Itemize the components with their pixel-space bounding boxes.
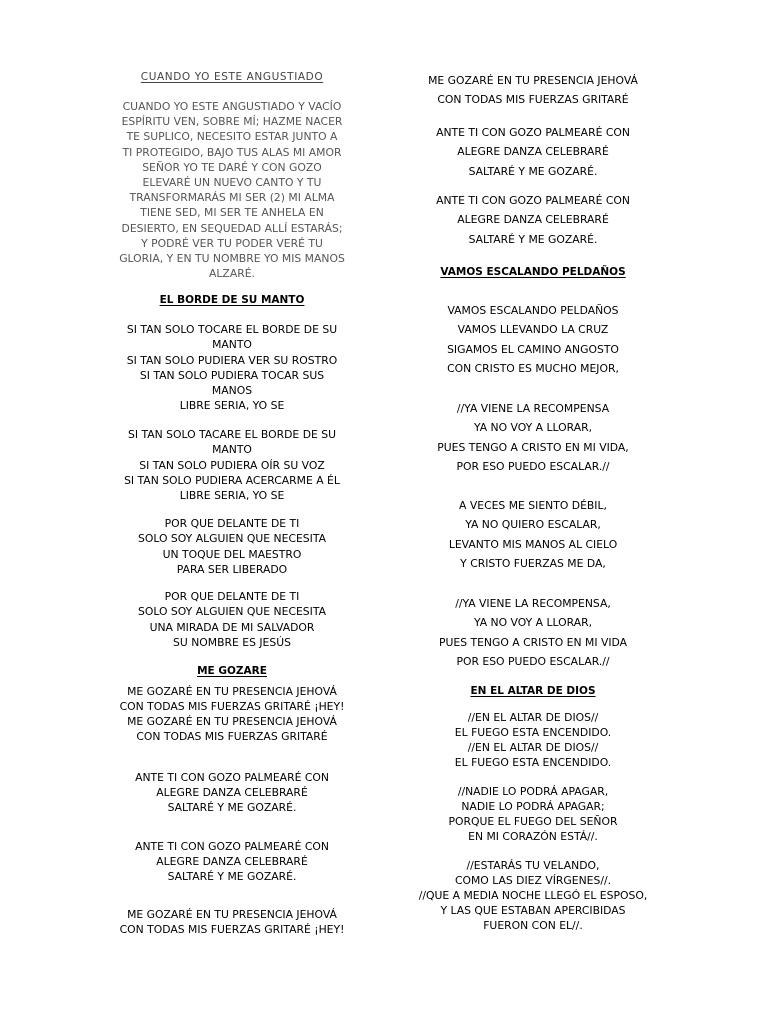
stanza bbox=[72, 516, 392, 577]
stanza bbox=[373, 785, 693, 845]
lyric-line: CON CRISTO ES MUCHO MEJOR, bbox=[447, 362, 619, 376]
lyric-line: //YA VIENE LA RECOMPENSA, bbox=[455, 597, 611, 610]
song-title-me-gozare: ME GOZARE bbox=[197, 665, 267, 677]
lyric-line: TRANSFORMARÁS MI SER (2) MI ALMA bbox=[129, 191, 335, 205]
lyric-line: SI TAN SOLO PUDIERA VER SU ROSTRO bbox=[126, 353, 338, 367]
stanza bbox=[72, 322, 392, 414]
stanza bbox=[373, 399, 693, 477]
lyric-line: //EN EL ALTAR DE DIOS// bbox=[467, 740, 599, 754]
lyric-line: SALTARÉ Y ME GOZARÉ. bbox=[167, 800, 297, 814]
lyric-line: ALZARÉ. bbox=[209, 267, 255, 281]
lyric-line: ALEGRE DANZA CELEBRARÉ bbox=[457, 213, 609, 227]
lyric-line: MANTO bbox=[212, 443, 252, 457]
lyric-line: CON TODAS MIS FUERZAS GRITARÉ bbox=[136, 729, 328, 743]
lyric-line: ANTE TI CON GOZO PALMEARÉ CON bbox=[436, 194, 630, 207]
lyric-line: DESIERTO, EN SEQUEDAD ALLÍ ESTARÁS; bbox=[121, 221, 343, 235]
lyric-line: ALEGRE DANZA CELEBRARÉ bbox=[457, 145, 609, 159]
lyric-line: SI TAN SOLO PUDIERA TOCAR SUS bbox=[139, 368, 325, 382]
lyric-line: NADIE LO PODRÁ APAGAR; bbox=[461, 799, 605, 813]
lyric-line: SU NOMBRE ES JESÚS bbox=[173, 635, 291, 649]
lyric-line: YA NO VOY A LLORAR, bbox=[473, 421, 593, 435]
lyric-line: ESPÍRITU VEN, SOBRE MÍ; HAZME NACER bbox=[121, 115, 343, 129]
lyric-line: CON TODAS MIS FUERZAS GRITARÉ bbox=[437, 93, 629, 107]
lyric-line: ME GOZARÉ EN TU PRESENCIA JEHOVÁ bbox=[127, 714, 337, 728]
lyric-line: SI TAN SOLO TACARE EL BORDE DE SU bbox=[127, 428, 337, 441]
stanza bbox=[72, 99, 392, 281]
lyric-line: Y PODRÉ VER TU PODER VERÉ TU bbox=[141, 236, 323, 250]
lyric-line: UN TOQUE DEL MAESTRO bbox=[162, 547, 302, 561]
lyric-line: EL FUEGO ESTA ENCENDIDO. bbox=[454, 755, 612, 769]
lyric-line: PUES TENGO A CRISTO EN MI VIDA, bbox=[437, 440, 629, 454]
lyric-line: Y CRISTO FUERZAS ME DA, bbox=[460, 557, 606, 571]
lyric-line: //EN EL ALTAR DE DIOS// bbox=[467, 711, 599, 724]
lyric-line: UNA MIRADA DE MI SALVADOR bbox=[149, 620, 315, 634]
lyric-line: TIENE SED, MI SER TE ANHELA EN bbox=[140, 206, 324, 220]
stanza bbox=[373, 711, 693, 771]
lyric-line: SI TAN SOLO TOCARE EL BORDE DE SU bbox=[126, 323, 338, 336]
lyric-line: Y LAS QUE ESTABAN APERCIBIDAS bbox=[440, 903, 626, 917]
lyric-line: TE SUPLICO, NECESITO ESTAR JUNTO A bbox=[126, 130, 338, 144]
lyric-line: FUERON CON EL//. bbox=[483, 918, 583, 932]
song-title-el-borde-de-su-manto: EL BORDE DE SU MANTO bbox=[159, 294, 305, 306]
stanza bbox=[373, 71, 693, 110]
lyric-line: ANTE TI CON GOZO PALMEARÉ CON bbox=[135, 840, 329, 853]
lyric-line: LIBRE SERIA, YO SE bbox=[179, 399, 285, 413]
stanza bbox=[373, 594, 693, 672]
lyric-line: VAMOS LLEVANDO LA CRUZ bbox=[457, 323, 609, 337]
lyric-line: ALEGRE DANZA CELEBRARÉ bbox=[156, 854, 308, 868]
lyric-line: CON TODAS MIS FUERZAS GRITARÉ ¡HEY! bbox=[119, 922, 345, 936]
stanza bbox=[72, 771, 392, 816]
lyric-line: //YA VIENE LA RECOMPENSA bbox=[456, 402, 610, 415]
lyric-line: ALEGRE DANZA CELEBRARÉ bbox=[156, 785, 308, 799]
lyric-line: SALTARÉ Y ME GOZARÉ. bbox=[468, 232, 598, 246]
stanza bbox=[373, 496, 693, 574]
lyric-line: ME GOZARÉ EN TU PRESENCIA JEHOVÁ bbox=[428, 74, 638, 87]
lyric-line: PORQUE EL FUEGO DEL SEÑOR bbox=[448, 814, 618, 828]
stanza bbox=[72, 840, 392, 885]
stanza bbox=[72, 908, 392, 938]
lyric-line: MANTO bbox=[212, 338, 252, 352]
stanza bbox=[373, 123, 693, 181]
lyric-line: //NADIE LO PODRÁ APAGAR, bbox=[457, 785, 609, 798]
lyric-line: YA NO QUIERO ESCALAR, bbox=[465, 518, 601, 532]
stanza bbox=[72, 685, 392, 745]
lyric-line: ANTE TI CON GOZO PALMEARÉ CON bbox=[135, 771, 329, 784]
lyric-line: ELEVARÉ UN NUEVO CANTO Y TU bbox=[142, 176, 322, 190]
lyric-line: SEÑOR YO TE DARÉ Y CON GOZO bbox=[142, 160, 322, 174]
lyric-line: VAMOS ESCALANDO PELDAÑOS bbox=[447, 304, 619, 317]
lyric-line: LIBRE SERIA, YO SE bbox=[179, 489, 285, 503]
lyric-line: SI TAN SOLO PUDIERA OÍR SU VOZ bbox=[139, 458, 325, 472]
stanza bbox=[72, 589, 392, 650]
lyric-line: GLORIA, Y EN TU NOMBRE YO MIS MANOS bbox=[119, 252, 345, 266]
lyric-line: YA NO VOY A LLORAR, bbox=[473, 616, 593, 630]
lyric-line: ME GOZARÉ EN TU PRESENCIA JEHOVÁ bbox=[127, 685, 337, 698]
lyric-line: ME GOZARÉ EN TU PRESENCIA JEHOVÁ bbox=[127, 908, 337, 921]
lyric-line: POR QUE DELANTE DE TI bbox=[164, 517, 300, 530]
lyric-line: POR ESO PUEDO ESCALAR.// bbox=[456, 655, 610, 669]
lyric-line: SOLO SOY ALGUIEN QUE NECESITA bbox=[138, 532, 326, 546]
lyric-line: COMO LAS DIEZ VÍRGENES//. bbox=[454, 873, 612, 887]
lyric-line: POR QUE DELANTE DE TI bbox=[164, 590, 300, 603]
lyric-line: PUES TENGO A CRISTO EN MI VIDA bbox=[438, 635, 628, 649]
song-title-vamos-escalando-peldanos: VAMOS ESCALANDO PELDAÑOS bbox=[440, 266, 626, 278]
lyric-line: ANTE TI CON GOZO PALMEARÉ CON bbox=[436, 126, 630, 139]
lyric-line: PARA SER LIBERADO bbox=[176, 562, 288, 576]
lyric-line: CUANDO YO ESTE ANGUSTIADO Y VACÍO bbox=[122, 100, 342, 113]
song-title-en-el-altar-de-dios: EN EL ALTAR DE DIOS bbox=[470, 685, 596, 697]
stanza bbox=[373, 859, 693, 934]
lyric-line: SOLO SOY ALGUIEN QUE NECESITA bbox=[138, 605, 326, 619]
lyric-line: SALTARÉ Y ME GOZARÉ. bbox=[468, 164, 598, 178]
lyric-line: SI TAN SOLO PUDIERA ACERCARME A ÉL bbox=[124, 473, 340, 487]
lyric-line: LEVANTO MIS MANOS AL CIELO bbox=[448, 537, 618, 551]
lyric-line: A VECES ME SIENTO DÉBIL, bbox=[459, 499, 607, 512]
stanza bbox=[373, 301, 693, 379]
lyric-line: CON TODAS MIS FUERZAS GRITARÉ ¡HEY! bbox=[119, 699, 345, 713]
lyric-line: POR ESO PUEDO ESCALAR.// bbox=[456, 460, 610, 474]
stanza bbox=[373, 191, 693, 249]
lyric-line: SALTARÉ Y ME GOZARÉ. bbox=[167, 869, 297, 883]
lyric-line: MANOS bbox=[211, 384, 253, 398]
song-title-cuando-yo-este-angustiado: CUANDO YO ESTE ANGUSTIADO bbox=[140, 71, 324, 83]
lyric-line: EL FUEGO ESTA ENCENDIDO. bbox=[454, 725, 612, 739]
lyric-line: //ESTARÁS TU VELANDO, bbox=[466, 859, 600, 872]
lyric-line: //QUE A MEDIA NOCHE LLEGÓ EL ESPOSO, bbox=[418, 888, 648, 902]
lyric-line: SIGAMOS EL CAMINO ANGOSTO bbox=[447, 342, 619, 356]
lyric-line: TI PROTEGIDO, BAJO TUS ALAS MI AMOR bbox=[122, 145, 342, 159]
stanza bbox=[72, 427, 392, 503]
lyric-line: EN MI CORAZÓN ESTÁ//. bbox=[468, 829, 598, 843]
